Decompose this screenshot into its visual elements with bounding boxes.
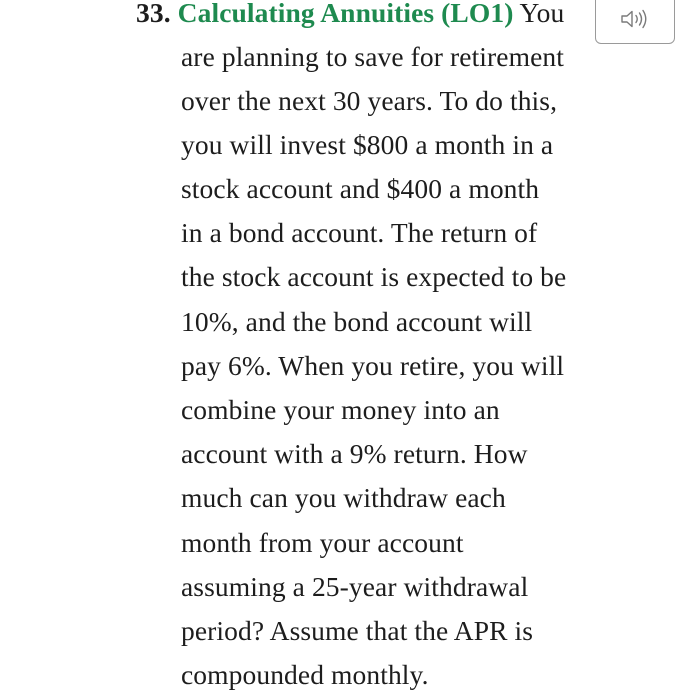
problem-header-line bbox=[136, 0, 564, 30]
problem-text-line: assuming a 25-year withdrawal bbox=[181, 571, 529, 602]
problem-text-line: account with a 9% return. How bbox=[181, 438, 528, 469]
read-aloud-button[interactable] bbox=[595, 0, 675, 44]
problem-text-line: 10%, and the bond account will bbox=[181, 306, 533, 337]
problem-text-line: much can you withdraw each bbox=[181, 482, 506, 513]
problem-text-line: month from your account bbox=[181, 527, 464, 558]
problem-text-line: compounded monthly. bbox=[181, 659, 429, 690]
problem-text-line: are planning to save for retirement bbox=[181, 41, 564, 72]
problem-number: 33. bbox=[136, 0, 171, 28]
problem-text-first: You bbox=[519, 0, 565, 28]
problem-text-line: over the next 30 years. To do this, bbox=[181, 85, 558, 116]
problem-text-line: period? Assume that the APR is bbox=[181, 615, 534, 646]
problem-text-line: combine your money into an bbox=[181, 394, 500, 425]
problem-text-line: you will invest $800 a month in a bbox=[181, 129, 554, 160]
problem-text-line: the stock account is expected to be bbox=[181, 261, 567, 292]
problem-title: Calculating Annuities (LO1) bbox=[177, 0, 514, 28]
problem-text-line: stock account and $400 a month bbox=[181, 173, 540, 204]
problem-text-line: pay 6%. When you retire, you will bbox=[181, 350, 565, 381]
speaker-icon bbox=[619, 8, 651, 30]
problem-text-line: in a bond account. The return of bbox=[181, 217, 538, 248]
